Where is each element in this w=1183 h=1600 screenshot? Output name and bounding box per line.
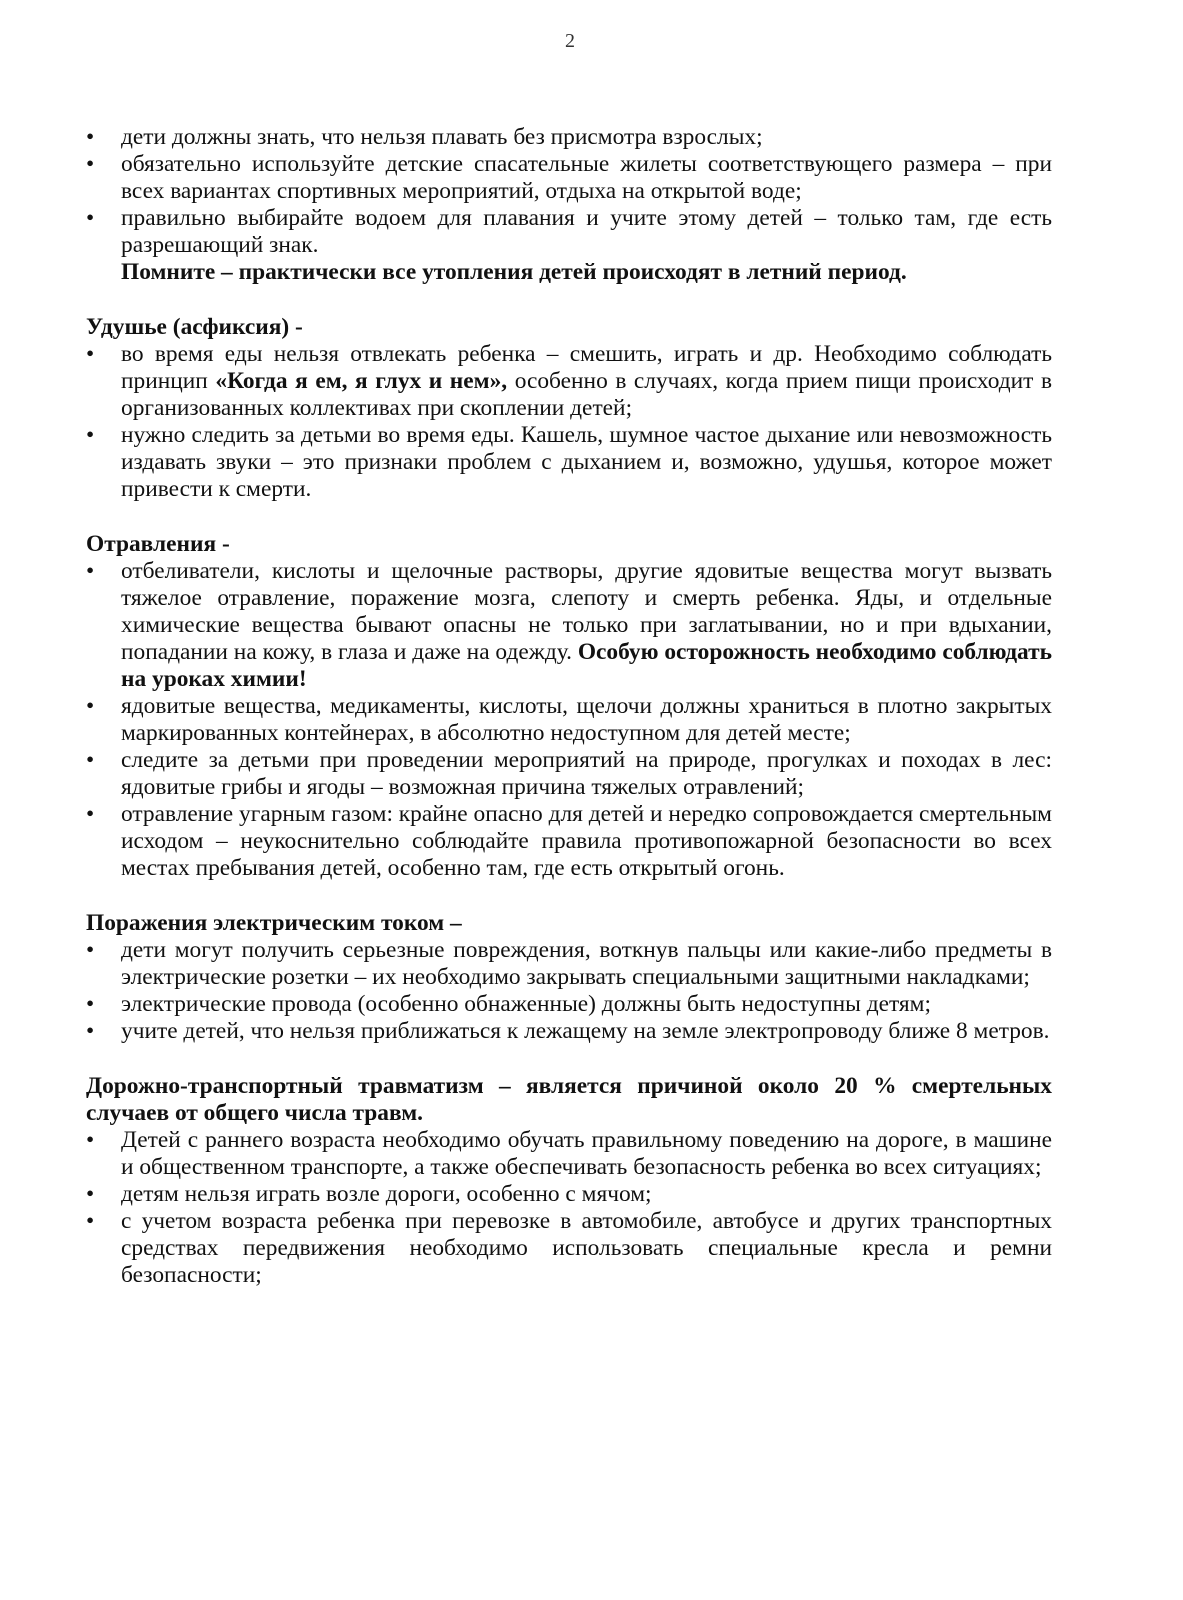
- list-item-text: особенно в случаях, когда прием пищи происходит в организованных коллективах при скоплении детей;: [121, 368, 1052, 421]
- list-item: • Детей с раннего возраста необходимо обучать правильному поведению на дороге, в машине и общественном транспорте, а также обеспечивать безопасность ребенка во всех ситуациях;: [86, 1127, 1052, 1181]
- list-item-text: отбеливатели, кислоты и щелочные растворы, другие ядовитые вещества могут вызвать тяжелое отравление, поражение мозга, слепоту и смерть ребенка. Яды, и отдельные химические вещества бывают опасны не только при заглатывании, но и при вдыхании, попадании на кожу, в глаза и даже на одежду.: [121, 558, 1052, 665]
- list-item: • с учетом возраста ребенка при перевозке в автомобиле, автобусе и других транспортных средствах передвижения необходимо использовать специальные кресла и ремни безопасности;: [86, 1208, 1052, 1289]
- section-heading-electric: Поражения электрическим током –: [86, 910, 462, 936]
- asphyxia-list: [86, 341, 1052, 503]
- list-item: • обязательно используйте детские спасательные жилеты соответствующего размера – при всех вариантах спортивных мероприятий, отдыха на открытой воде;: [86, 151, 1052, 205]
- list-item-text: во время еды нельзя отвлекать ребенка – смешить, играть и др. Необходимо соблюдать принцип: [121, 341, 1052, 394]
- list-item: • дети могут получить серьезные повреждения, воткнув пальцы или какие-либо предметы в электрические розетки – их необходимо закрывать специальными защитными накладками;: [86, 937, 1052, 991]
- list-item: • следите за детьми при проведении мероприятий на природе, прогулках и походах в лес: ядовитые грибы и ягоды – возможная причина тяжелых отравлений;: [86, 747, 1052, 801]
- document-body: [86, 124, 1052, 1289]
- section-heading-poisoning: Отравления -: [86, 531, 230, 557]
- section-heading-asphyxia: Удушье (асфиксия) -: [86, 314, 303, 340]
- list-item: [86, 558, 1052, 693]
- list-item: • ядовитые вещества, медикаменты, кислоты, щелочи должны храниться в плотно закрытых маркированных контейнерах, в абсолютно недоступном для детей месте;: [86, 693, 1052, 747]
- list-item: • нужно следить за детьми во время еды. Кашель, шумное частое дыхание или невозможность издавать звуки – это признаки проблем с дыханием и, возможно, удушья, которое может привести к смерти.: [86, 422, 1052, 503]
- list-item: • детям нельзя играть возле дороги, особенно с мячом;: [86, 1181, 1052, 1208]
- list-item: • электрические провода (особенно обнаженные) должны быть недоступны детям;: [86, 991, 1052, 1018]
- electric-list: [86, 937, 1052, 1045]
- list-item: • учите детей, что нельзя приближаться к лежащему на земле электропроводу ближе 8 метров.: [86, 1018, 1052, 1045]
- list-item-emphasis: Особую осторожность необходимо соблюдать на уроках химии!: [121, 639, 1052, 692]
- list-item: • отравление угарным газом: крайне опасно для детей и нередко сопровождается смертельным исходом – неукоснительно соблюдайте правила противопожарной безопасности во всех местах пребывания детей, особенно там, где есть открытый огонь.: [86, 801, 1052, 882]
- poisoning-list: [86, 558, 1052, 882]
- traffic-list: [86, 1127, 1052, 1289]
- drowning-note: Помните – практически все утопления детей происходят в летний период.: [121, 259, 907, 285]
- list-item: [86, 341, 1052, 422]
- page-number: 2: [565, 30, 575, 52]
- intro-list: [86, 124, 1052, 259]
- list-item: • правильно выбирайте водоем для плавания и учите этому детей – только там, где есть разрешающий знак.: [86, 205, 1052, 259]
- list-item-emphasis: «Когда я ем, я глух и нем»,: [215, 368, 508, 394]
- section-heading-traffic: Дорожно-транспортный травматизм – является причиной около 20 % смертельных случаев от общего числа травм.: [86, 1073, 1052, 1126]
- list-item: • дети должны знать, что нельзя плавать без присмотра взрослых;: [86, 124, 1052, 151]
